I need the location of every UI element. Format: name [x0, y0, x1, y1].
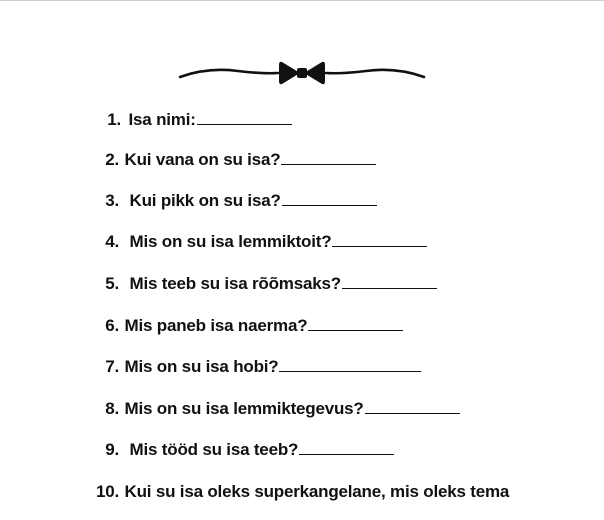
- answer-blank: [279, 371, 421, 372]
- question-number: 8.: [105, 399, 119, 418]
- question-text: Kui pikk on su isa?: [129, 191, 281, 210]
- question-text: Mis on su isa lemmiktegevus?: [124, 399, 364, 418]
- question-3: [102, 189, 377, 213]
- question-number: 9.: [105, 440, 119, 459]
- answer-blank: [299, 454, 394, 455]
- question-5: [102, 272, 437, 296]
- question-text: Mis paneb isa naerma?: [124, 316, 308, 335]
- question-10: [93, 480, 509, 504]
- question-number: 5.: [105, 274, 119, 293]
- question-number: 3.: [105, 191, 119, 210]
- question-text: Mis on su isa lemmiktoit?: [129, 232, 332, 251]
- answer-blank: [308, 330, 403, 331]
- question-text: Kui su isa oleks superkangelane, mis oleks tema: [124, 482, 510, 501]
- question-text: Kui vana on su isa?: [124, 150, 281, 169]
- question-4: [102, 230, 427, 254]
- top-border-line: [0, 0, 604, 1]
- answer-blank: [282, 205, 377, 206]
- question-8: [102, 397, 460, 421]
- question-text: Mis on su isa hobi?: [124, 357, 279, 376]
- answer-blank: [342, 288, 437, 289]
- question-number: 6.: [105, 316, 119, 335]
- question-6: [102, 314, 403, 338]
- question-number: 10.: [95, 482, 119, 501]
- question-number: 1.: [107, 110, 121, 129]
- question-text: Mis tööd su isa teeb?: [129, 440, 299, 459]
- question-2: [102, 148, 376, 172]
- answer-blank: [365, 413, 460, 414]
- question-text: Isa nimi:: [128, 110, 196, 129]
- bow-tie-divider-icon: [178, 58, 426, 88]
- answer-blank: [281, 164, 376, 165]
- question-7: [102, 355, 421, 379]
- question-text: Mis teeb su isa rõõmsaks?: [129, 274, 341, 293]
- answer-blank: [332, 246, 427, 247]
- question-number: 7.: [105, 357, 119, 376]
- question-number: 2.: [105, 150, 119, 169]
- question-9: [102, 438, 394, 462]
- question-1: [104, 108, 292, 132]
- question-number: 4.: [105, 232, 119, 251]
- answer-blank: [197, 124, 292, 125]
